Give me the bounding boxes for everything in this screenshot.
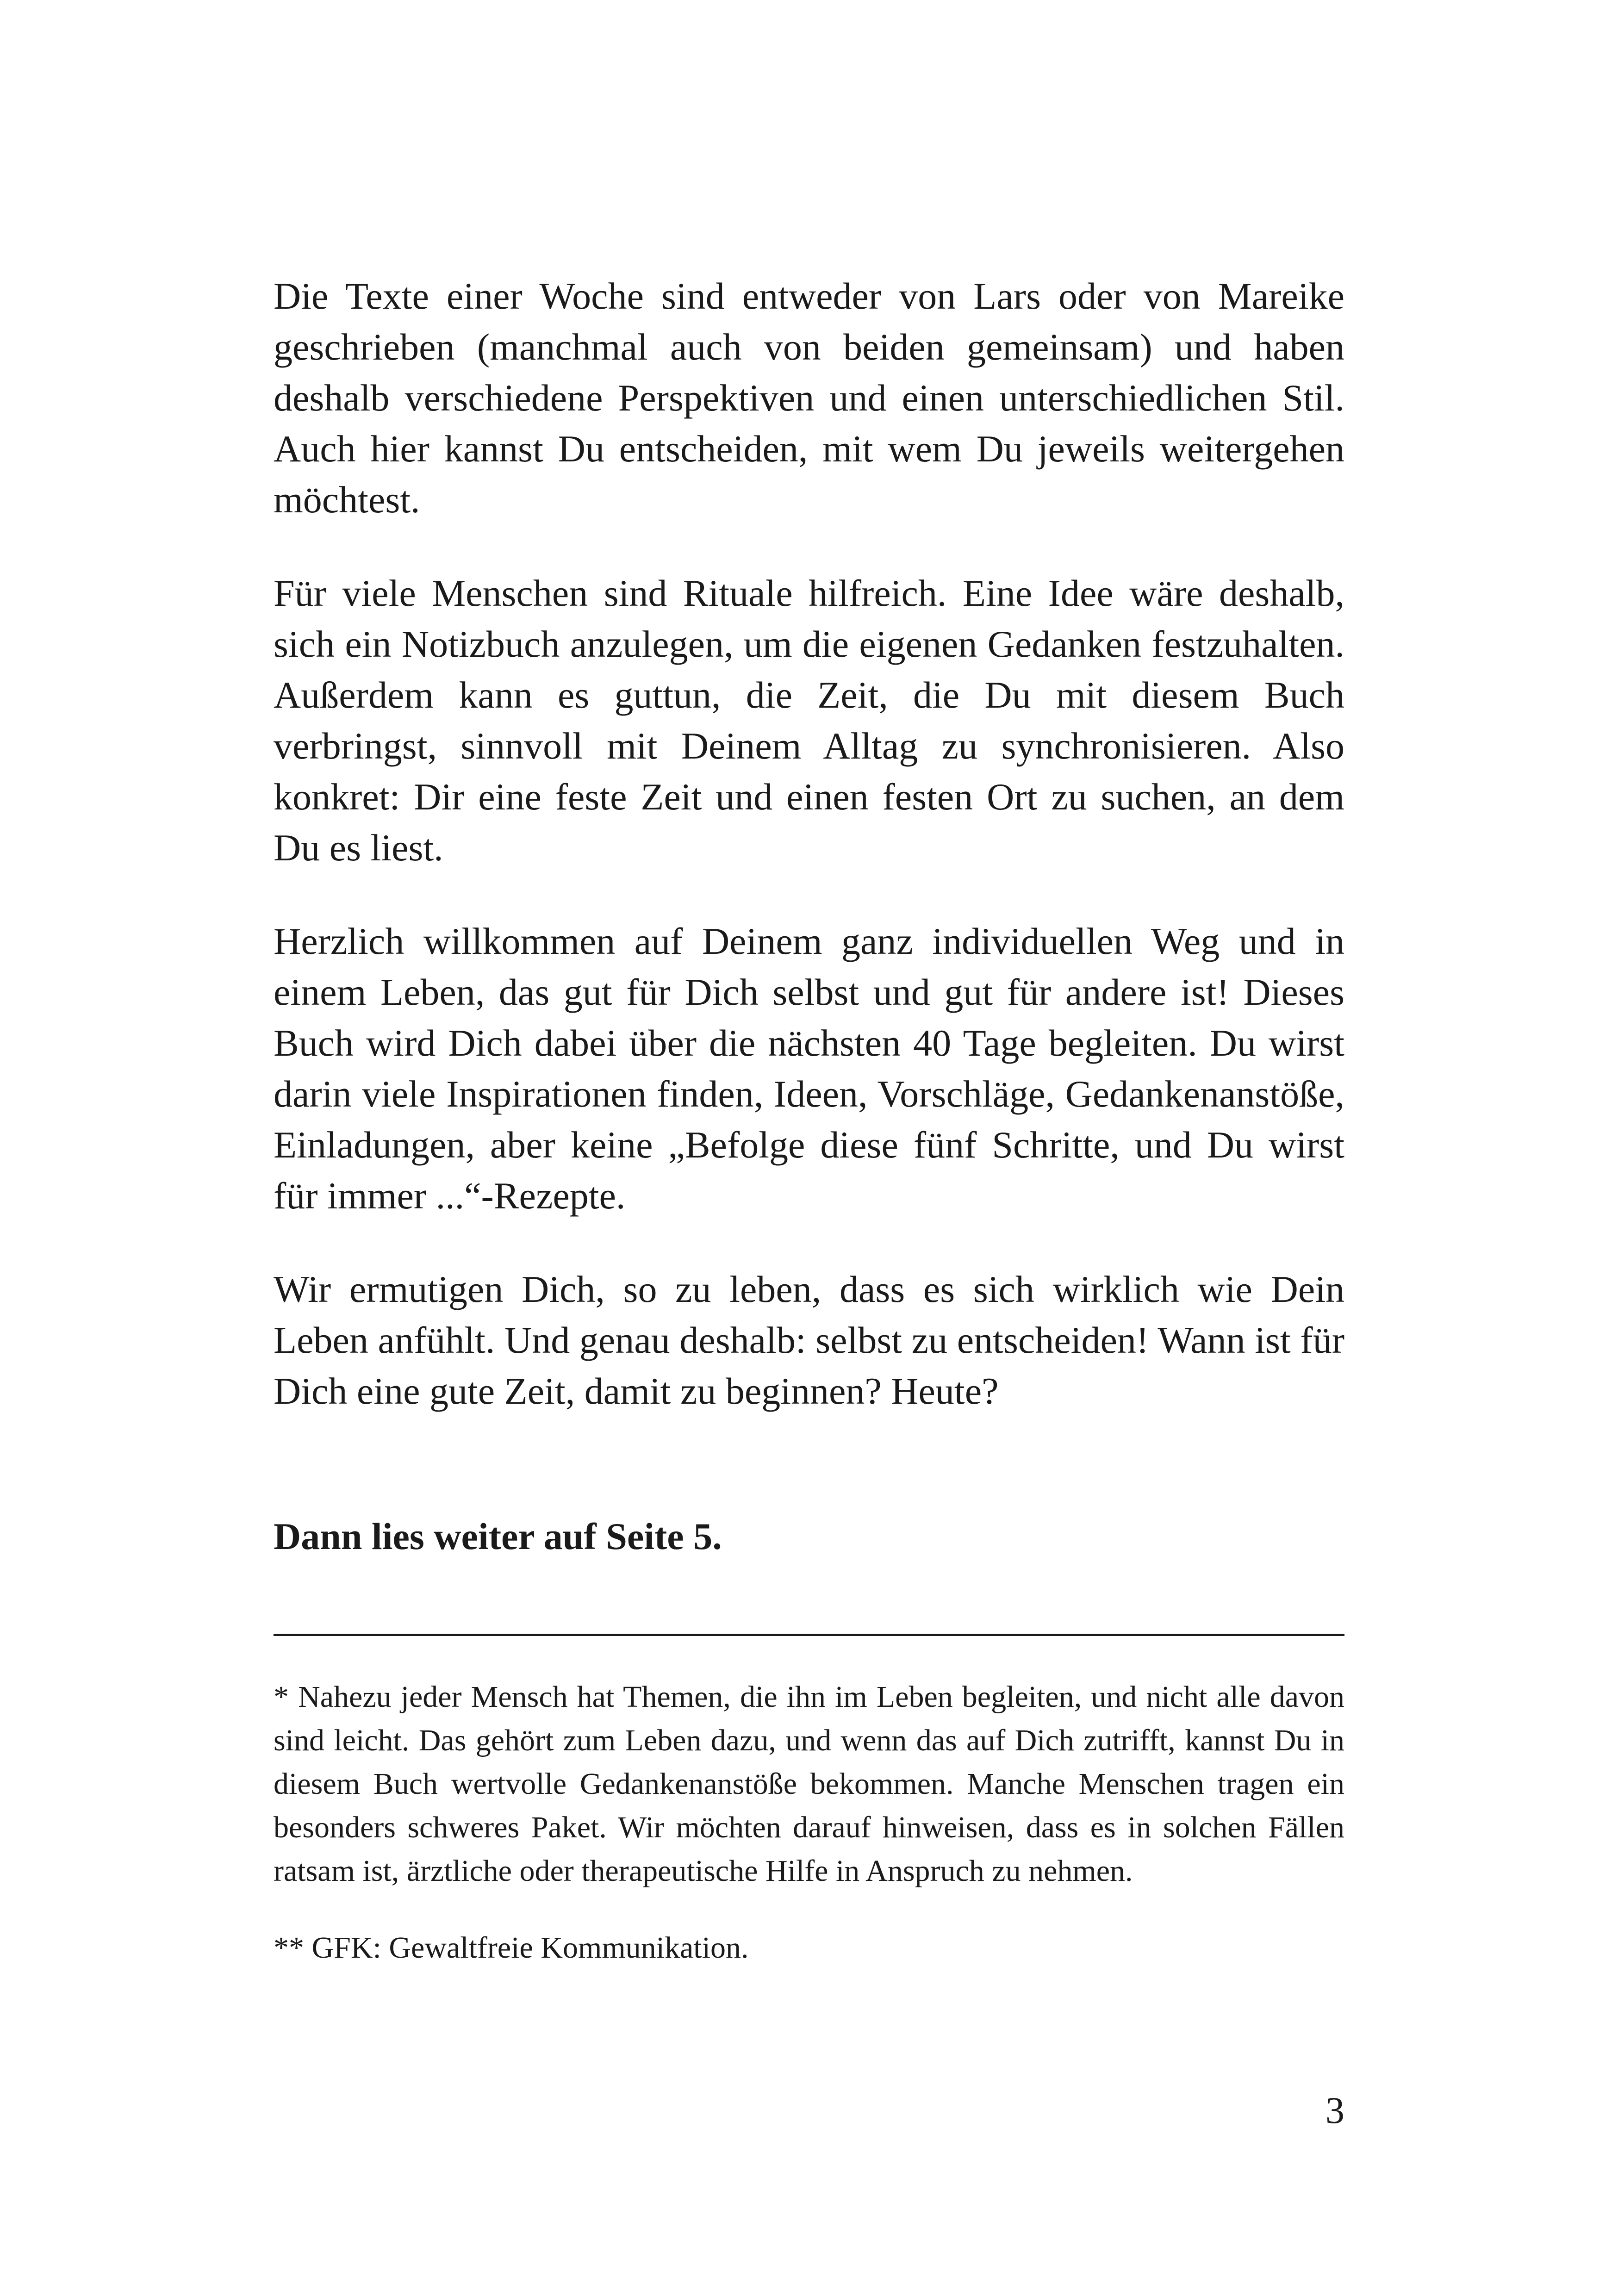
main-text [274,271,1344,1417]
paragraph-welcome: Herzlich willkommen auf Deinem ganz individuellen Weg und in einem Leben, das gut für Dich selbst und gut für andere ist! Dieses Buch wird Dich dabei über die nächsten 40 Tage begleiten. Du wirst darin viele Inspirationen finden, Ideen, Vorschläge, Gedankenanstöße, Einladungen, aber keine „Befolge diese fünf Schritte, und Du wirst für immer ...“-Rezepte. [274,920,1344,1217]
footnote-2: ** GFK: Gewaltfreie Kommunikation. [274,1931,749,1965]
page-number: 3 [1326,2089,1344,2131]
footnotes [274,1675,1344,2003]
footnote-divider [274,1634,1344,1636]
continue-reading-instruction: Dann lies weiter auf Seite 5. [274,1515,722,1557]
paragraph-rituals: Für viele Menschen sind Rituale hilfreich. Eine Idee wäre deshalb, sich ein Notizbuch anzulegen, um die eigenen Gedanken festzuhalten. Außerdem kann es guttun, die Zeit, die Du mit diesem Buch verbringst, sinnvoll mit Deinem Alltag zu synchronisieren. Also konkret: Dir eine feste Zeit und einen festen Ort zu suchen, an dem Du es liest. [274,572,1344,869]
paragraph-authors: Die Texte einer Woche sind entweder von Lars oder von Mareike geschrieben (manchmal auch von beiden gemeinsam) und haben deshalb verschiedene Perspektiven und einen unterschiedlichen Stil. Auch hier kannst Du entscheiden, mit wem Du jeweils weitergehen möchtest. [274,275,1344,521]
paragraph-encouragement: Wir ermutigen Dich, so zu leben, dass es sich wirklich wie Dein Leben anfühlt. Und genau deshalb: selbst zu entscheiden! Wann ist für Dich eine gute Zeit, damit zu beginnen? Heute? [274,1268,1344,1412]
footnote-1: * Nahezu jeder Mensch hat Themen, die ihn im Leben begleiten, und nicht alle davon sind leicht. Das gehört zum Leben dazu, und wenn das auf Dich zutrifft, kannst Du in diesem Buch wertvolle Gedankenanstöße bekommen. Manche Menschen tragen ein besonders schweres Paket. Wir möchten darauf hinweisen, dass es in solchen Fällen ratsam ist, ärztliche oder therapeutische Hilfe in Anspruch zu nehmen. [274,1680,1344,1888]
